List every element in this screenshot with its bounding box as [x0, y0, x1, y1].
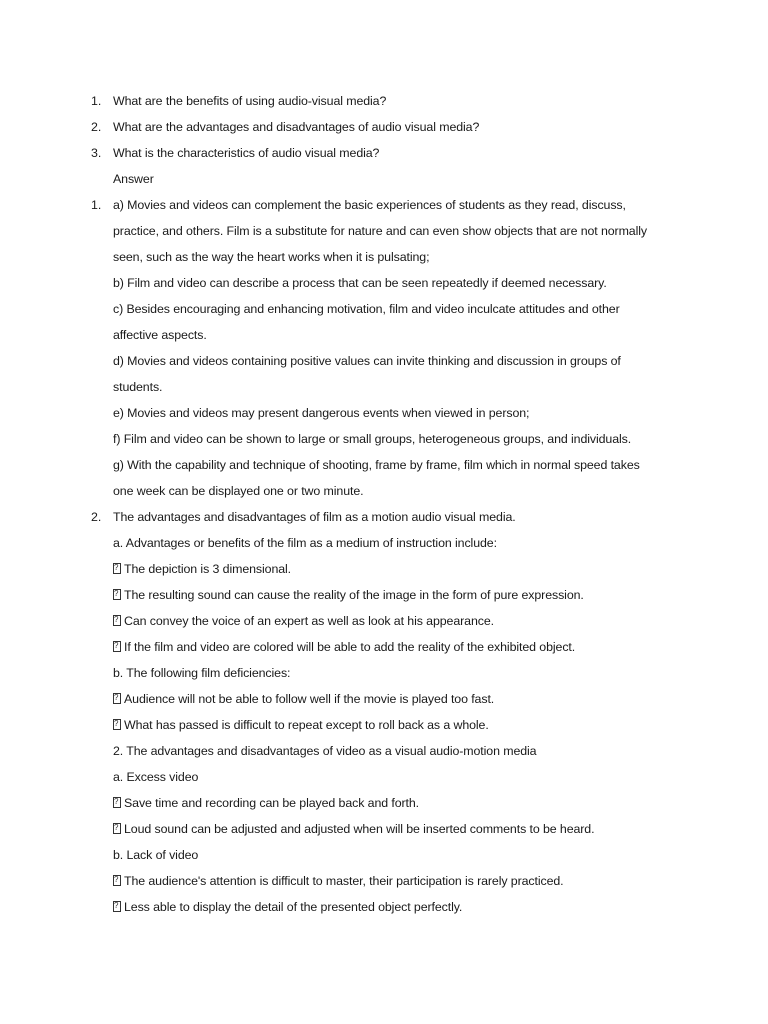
answer-line: affective aspects. — [113, 328, 207, 342]
video-excess-heading: a. Excess video — [113, 770, 199, 784]
bullet-item: ?Can convey the voice of an expert as well as look at his appearance. — [113, 613, 494, 629]
bullet-item: ?The depiction is 3 dimensional. — [113, 561, 291, 577]
video-lack-heading: b. Lack of video — [113, 848, 199, 862]
missing-glyph-icon — [113, 693, 121, 704]
missing-glyph-icon — [113, 823, 121, 834]
answer-line: a) Movies and videos can complement the basic experiences of students as they read, discuss, — [113, 198, 626, 212]
bullet-item: ?Less able to display the detail of the presented object perfectly. — [113, 899, 462, 915]
answer-line: e) Movies and videos may present dangerous events when viewed in person; — [113, 406, 530, 420]
question-number: 2. — [91, 120, 102, 134]
missing-glyph-icon — [113, 589, 121, 600]
bullet-item: ?What has passed is difficult to repeat except to roll back as a whole. — [113, 717, 489, 733]
answer-line: practice, and others. Film is a substitute for nature and can even show objects that are not normally — [113, 224, 647, 238]
film-deficiencies-heading: b. The following film deficiencies: — [113, 666, 291, 680]
film-advantages-heading: a. Advantages or benefits of the film as a medium of instruction include: — [113, 536, 497, 550]
answer-intro: The advantages and disadvantages of film as a motion audio visual media. — [113, 510, 516, 524]
question-number: 1. — [91, 94, 102, 108]
answer-line: f) Film and video can be shown to large or small groups, heterogeneous groups, and individuals. — [113, 432, 632, 446]
bullet-item: ?The audience's attention is difficult to master, their participation is rarely practiced. — [113, 873, 564, 889]
bullet-item: ?Audience will not be able to follow well if the movie is played too fast. — [113, 691, 494, 707]
bullet-item: ?Loud sound can be adjusted and adjusted when will be inserted comments to be heard. — [113, 821, 594, 837]
missing-glyph-icon — [113, 563, 121, 574]
missing-glyph-icon — [113, 875, 121, 886]
question-text: What is the characteristics of audio visual media? — [113, 146, 380, 160]
answer-label: Answer — [113, 172, 154, 186]
question-text: What are the benefits of using audio-visual media? — [113, 94, 387, 108]
answer-line: students. — [113, 380, 163, 394]
answer-line: one week can be displayed one or two minute. — [113, 484, 364, 498]
missing-glyph-icon — [113, 901, 121, 912]
answer-line: b) Film and video can describe a process that can be seen repeatedly if deemed necessary. — [113, 276, 607, 290]
video-heading: 2. The advantages and disadvantages of video as a visual audio-motion media — [113, 744, 537, 758]
answer-line: g) With the capability and technique of shooting, frame by frame, film which in normal speed takes — [113, 458, 640, 472]
bullet-item: ?The resulting sound can cause the reality of the image in the form of pure expression. — [113, 587, 584, 603]
missing-glyph-icon — [113, 797, 121, 808]
answer-number: 1. — [91, 198, 102, 212]
bullet-item: ?If the film and video are colored will be able to add the reality of the exhibited object. — [113, 639, 575, 655]
answer-line: c) Besides encouraging and enhancing motivation, film and video inculcate attitudes and other — [113, 302, 620, 316]
missing-glyph-icon — [113, 719, 121, 730]
question-number: 3. — [91, 146, 102, 160]
bullet-item: ?Save time and recording can be played back and forth. — [113, 795, 419, 811]
missing-glyph-icon — [113, 615, 121, 626]
answer-line: seen, such as the way the heart works when it is pulsating; — [113, 250, 430, 264]
answer-number: 2. — [91, 510, 102, 524]
answer-line: d) Movies and videos containing positive values can invite thinking and discussion in groups of — [113, 354, 621, 368]
question-text: What are the advantages and disadvantages of audio visual media? — [113, 120, 480, 134]
missing-glyph-icon — [113, 641, 121, 652]
